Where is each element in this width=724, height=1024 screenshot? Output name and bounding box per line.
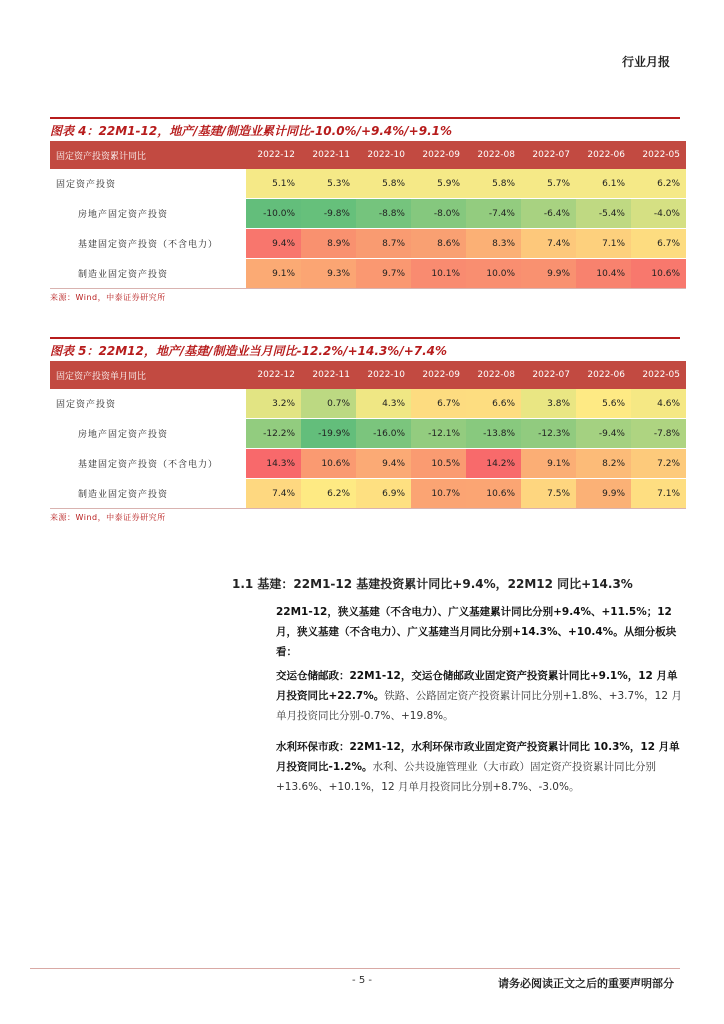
table-cell: 6.7% xyxy=(631,229,686,259)
table-cell: 8.9% xyxy=(301,229,356,259)
figure4-title: 图表 4：22M1-12，地产/基建/制造业累计同比-10.0%/+9.4%/+9.1% xyxy=(50,117,680,138)
row-label: 基建固定资产投资（不含电力） xyxy=(50,449,246,479)
column-header: 2022-05 xyxy=(631,141,686,169)
table-cell: 10.5% xyxy=(411,449,466,479)
table-row xyxy=(50,169,686,199)
table-cell: 8.6% xyxy=(411,229,466,259)
column-header: 2022-10 xyxy=(356,141,411,169)
table-cell: 7.4% xyxy=(246,479,301,509)
row-label: 制造业固定资产投资 xyxy=(50,259,246,289)
table-cell: 5.7% xyxy=(521,169,576,199)
table-cell: -13.8% xyxy=(466,419,521,449)
table-cell: -12.1% xyxy=(411,419,466,449)
column-header: 2022-05 xyxy=(631,361,686,389)
figure5-header-label: 固定资产投资单月同比 xyxy=(50,361,246,389)
table-row xyxy=(50,199,686,229)
column-header: 2022-08 xyxy=(466,141,521,169)
table-cell: 5.6% xyxy=(576,389,631,419)
table-cell: 4.3% xyxy=(356,389,411,419)
table-cell: -4.0% xyxy=(631,199,686,229)
table-cell: 8.3% xyxy=(466,229,521,259)
column-header: 2022-10 xyxy=(356,361,411,389)
column-header: 2022-07 xyxy=(521,141,576,169)
table-cell: -19.9% xyxy=(301,419,356,449)
table-cell: 5.8% xyxy=(466,169,521,199)
paragraph-water-env xyxy=(276,737,684,797)
table-cell: 5.8% xyxy=(356,169,411,199)
table-cell: -10.0% xyxy=(246,199,301,229)
column-header: 2022-06 xyxy=(576,141,631,169)
table-cell: 7.5% xyxy=(521,479,576,509)
table-cell: 5.9% xyxy=(411,169,466,199)
table-cell: 6.9% xyxy=(356,479,411,509)
table-cell: 10.6% xyxy=(466,479,521,509)
report-type-label: 行业月报 xyxy=(621,55,670,69)
column-header: 2022-12 xyxy=(246,361,301,389)
table-cell: 4.6% xyxy=(631,389,686,419)
table-cell: 7.1% xyxy=(631,479,686,509)
table-cell: -7.4% xyxy=(466,199,521,229)
column-header: 2022-09 xyxy=(411,141,466,169)
table-cell: 10.4% xyxy=(576,259,631,289)
paragraph-water-env-bold: 水利环保市政：22M1-12，水利环保市政业固定资产投资累计同比 10.3%，12 月单月投资同比-1.2%。 xyxy=(276,741,680,773)
table-cell: 7.1% xyxy=(576,229,631,259)
row-label: 房地产固定资产投资 xyxy=(50,199,246,229)
table-cell: -12.3% xyxy=(521,419,576,449)
table-cell: 5.1% xyxy=(246,169,301,199)
figure5-table xyxy=(50,361,686,509)
figure5-source: 来源：Wind，中泰证券研究所 xyxy=(50,513,166,522)
table-cell: 0.7% xyxy=(301,389,356,419)
table-cell: 8.7% xyxy=(356,229,411,259)
column-header: 2022-11 xyxy=(301,361,356,389)
table-cell: -16.0% xyxy=(356,419,411,449)
paragraph-infrastructure-summary: 22M1-12，狭义基建（不含电力）、广义基建累计同比分别+9.4%、+11.5%；12 月，狭义基建（不含电力）、广义基建当月同比分别+14.3%、+10.4%。从细分板块看： xyxy=(276,606,677,658)
section-heading: 1.1 基建：22M1-12 基建投资累计同比+9.4%，22M12 同比+14.3% xyxy=(232,577,633,591)
paragraph-transport-rest: 铁路、公路固定资产投资累计同比分别+1.8%、+3.7%，12 月单月投资同比分别-0.7%、+19.8%。 xyxy=(276,690,682,722)
figure4-source: 来源：Wind，中泰证券研究所 xyxy=(50,293,166,302)
table-cell: 9.4% xyxy=(246,229,301,259)
table-cell: 6.1% xyxy=(576,169,631,199)
column-header: 2022-11 xyxy=(301,141,356,169)
table-cell: 3.2% xyxy=(246,389,301,419)
table-cell: 6.6% xyxy=(466,389,521,419)
figure4-header-row xyxy=(50,141,686,169)
disclaimer: 请务必阅读正文之后的重要声明部分 xyxy=(498,977,674,990)
table-cell: -5.4% xyxy=(576,199,631,229)
row-label: 房地产固定资产投资 xyxy=(50,419,246,449)
table-cell: 10.6% xyxy=(631,259,686,289)
column-header: 2022-07 xyxy=(521,361,576,389)
footer-divider xyxy=(30,968,680,969)
table-row xyxy=(50,419,686,449)
table-cell: 10.1% xyxy=(411,259,466,289)
table-row xyxy=(50,229,686,259)
table-cell: 5.3% xyxy=(301,169,356,199)
paragraph-transport xyxy=(276,666,684,726)
figure5-title: 图表 5：22M12，地产/基建/制造业当月同比-12.2%/+14.3%/+7.4% xyxy=(50,337,680,358)
table-cell: -12.2% xyxy=(246,419,301,449)
table-cell: -8.8% xyxy=(356,199,411,229)
table-cell: 14.2% xyxy=(466,449,521,479)
table-cell: 6.7% xyxy=(411,389,466,419)
table-cell: 7.4% xyxy=(521,229,576,259)
table-row xyxy=(50,259,686,289)
table-cell: 10.6% xyxy=(301,449,356,479)
table-cell: -9.8% xyxy=(301,199,356,229)
table-cell: 14.3% xyxy=(246,449,301,479)
table-cell: 9.9% xyxy=(521,259,576,289)
figure4-header-label: 固定资产投资累计同比 xyxy=(50,141,246,169)
table-cell: -6.4% xyxy=(521,199,576,229)
table-cell: 7.2% xyxy=(631,449,686,479)
row-label: 固定资产投资 xyxy=(50,169,246,199)
table-cell: 9.9% xyxy=(576,479,631,509)
table-cell: 6.2% xyxy=(631,169,686,199)
row-label: 固定资产投资 xyxy=(50,389,246,419)
column-header: 2022-08 xyxy=(466,361,521,389)
table-cell: 9.7% xyxy=(356,259,411,289)
row-label: 基建固定资产投资（不含电力） xyxy=(50,229,246,259)
column-header: 2022-09 xyxy=(411,361,466,389)
table-row xyxy=(50,389,686,419)
table-row xyxy=(50,479,686,509)
table-row xyxy=(50,449,686,479)
table-cell: 10.0% xyxy=(466,259,521,289)
paragraph-transport-bold: 交运仓储邮政：22M1-12，交运仓储邮政业固定资产投资累计同比+9.1%，12 月单月投资同比+22.7%。 xyxy=(276,670,678,702)
table-cell: -8.0% xyxy=(411,199,466,229)
table-cell: 10.7% xyxy=(411,479,466,509)
table-cell: 9.1% xyxy=(521,449,576,479)
table-cell: 3.8% xyxy=(521,389,576,419)
paragraph-water-env-rest: 水利、公共设施管理业（大市政）固定资产投资累计同比分别+13.6%、+10.1%，12 月单月投资同比分别+8.7%、-3.0%。 xyxy=(276,761,656,793)
table-cell: -9.4% xyxy=(576,419,631,449)
row-label: 制造业固定资产投资 xyxy=(50,479,246,509)
table-cell: -7.8% xyxy=(631,419,686,449)
column-header: 2022-06 xyxy=(576,361,631,389)
table-cell: 9.3% xyxy=(301,259,356,289)
page-number: - 5 - xyxy=(352,975,372,986)
figure5-header-row xyxy=(50,361,686,389)
table-cell: 9.4% xyxy=(356,449,411,479)
table-cell: 8.2% xyxy=(576,449,631,479)
figure4-table xyxy=(50,141,686,289)
table-cell: 9.1% xyxy=(246,259,301,289)
table-cell: 6.2% xyxy=(301,479,356,509)
column-header: 2022-12 xyxy=(246,141,301,169)
